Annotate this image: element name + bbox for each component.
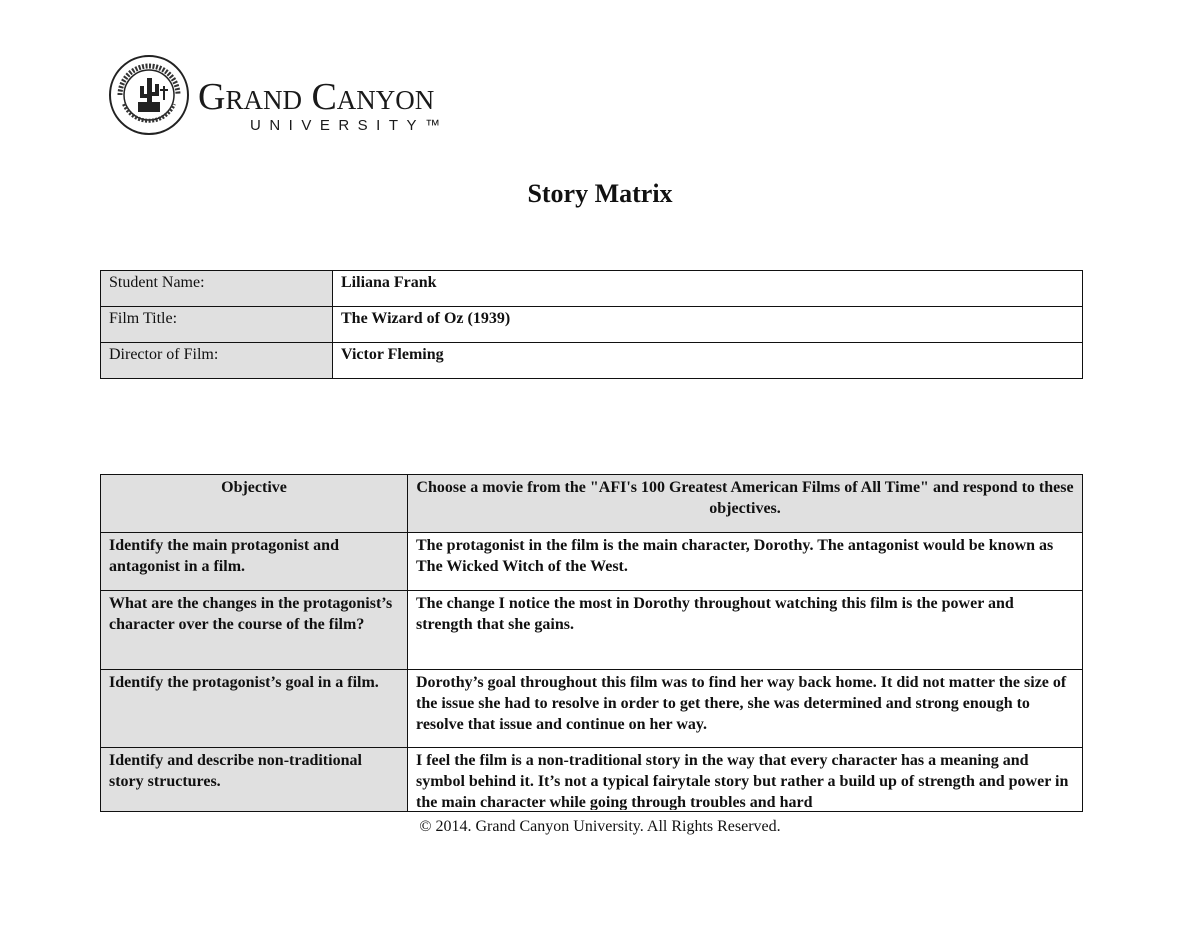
table-row [101,748,1083,812]
table-row [101,591,1083,670]
response-text: I feel the film is a non-traditional story in the way that every character has a meaning and symbol behind it. It’s not a typical fairytale story but rather a build up of strength and power in the main character while going through troubles and hard [416,752,1069,810]
film-title-label: Film Title: [101,307,333,343]
story-matrix-table [100,474,1083,812]
student-name-label: Student Name: [101,271,333,307]
table-row [101,670,1083,748]
objective-cell: Identify the main protagonist and antagonist in a film. [101,533,408,591]
logo-wordmark: Grand Canyon [198,76,435,118]
response-cell: The change I notice the most in Dorothy throughout watching this film is the power and strength that she gains. [408,591,1083,670]
objective-column-header: Objective [101,475,408,533]
copyright-footer: © 2014. Grand Canyon University. All Rights Reserved. [419,818,781,835]
student-name-value: Liliana Frank [333,271,1083,307]
logo-subtitle: UNIVERSITY™ [250,117,449,134]
response-cell [408,748,1083,812]
response-cell: The protagonist in the film is the main character, Dorothy. The antagonist would be known as The Wicked Witch of the West. [408,533,1083,591]
objective-cell: Identify the protagonist’s goal in a film. [101,670,408,748]
table-header-row [101,475,1083,533]
objective-cell [101,748,408,812]
table-row [101,271,1083,307]
table-row [101,343,1083,379]
student-info-table [100,270,1083,379]
director-label: Director of Film: [101,343,333,379]
table-row [101,533,1083,591]
director-value: Victor Fleming [333,343,1083,379]
objective-text: Identify and describe non-traditional story structures. [109,752,362,790]
response-cell: Dorothy’s goal throughout this film was to find her way back home. It did not matter the size of the issue she had to resolve in order to get there, she was determined and strong enough to resolve that issue and continue on her way. [408,670,1083,748]
film-title-value: The Wizard of Oz (1939) [333,307,1083,343]
university-logo [108,54,488,140]
objective-cell: What are the changes in the protagonist’s character over the course of the film? [101,591,408,670]
university-seal [108,54,190,136]
table-row [101,307,1083,343]
prompt-column-header: Choose a movie from the "AFI's 100 Greatest American Films of All Time" and respond to these objectives. [408,475,1083,533]
page-title: Story Matrix [527,179,673,208]
